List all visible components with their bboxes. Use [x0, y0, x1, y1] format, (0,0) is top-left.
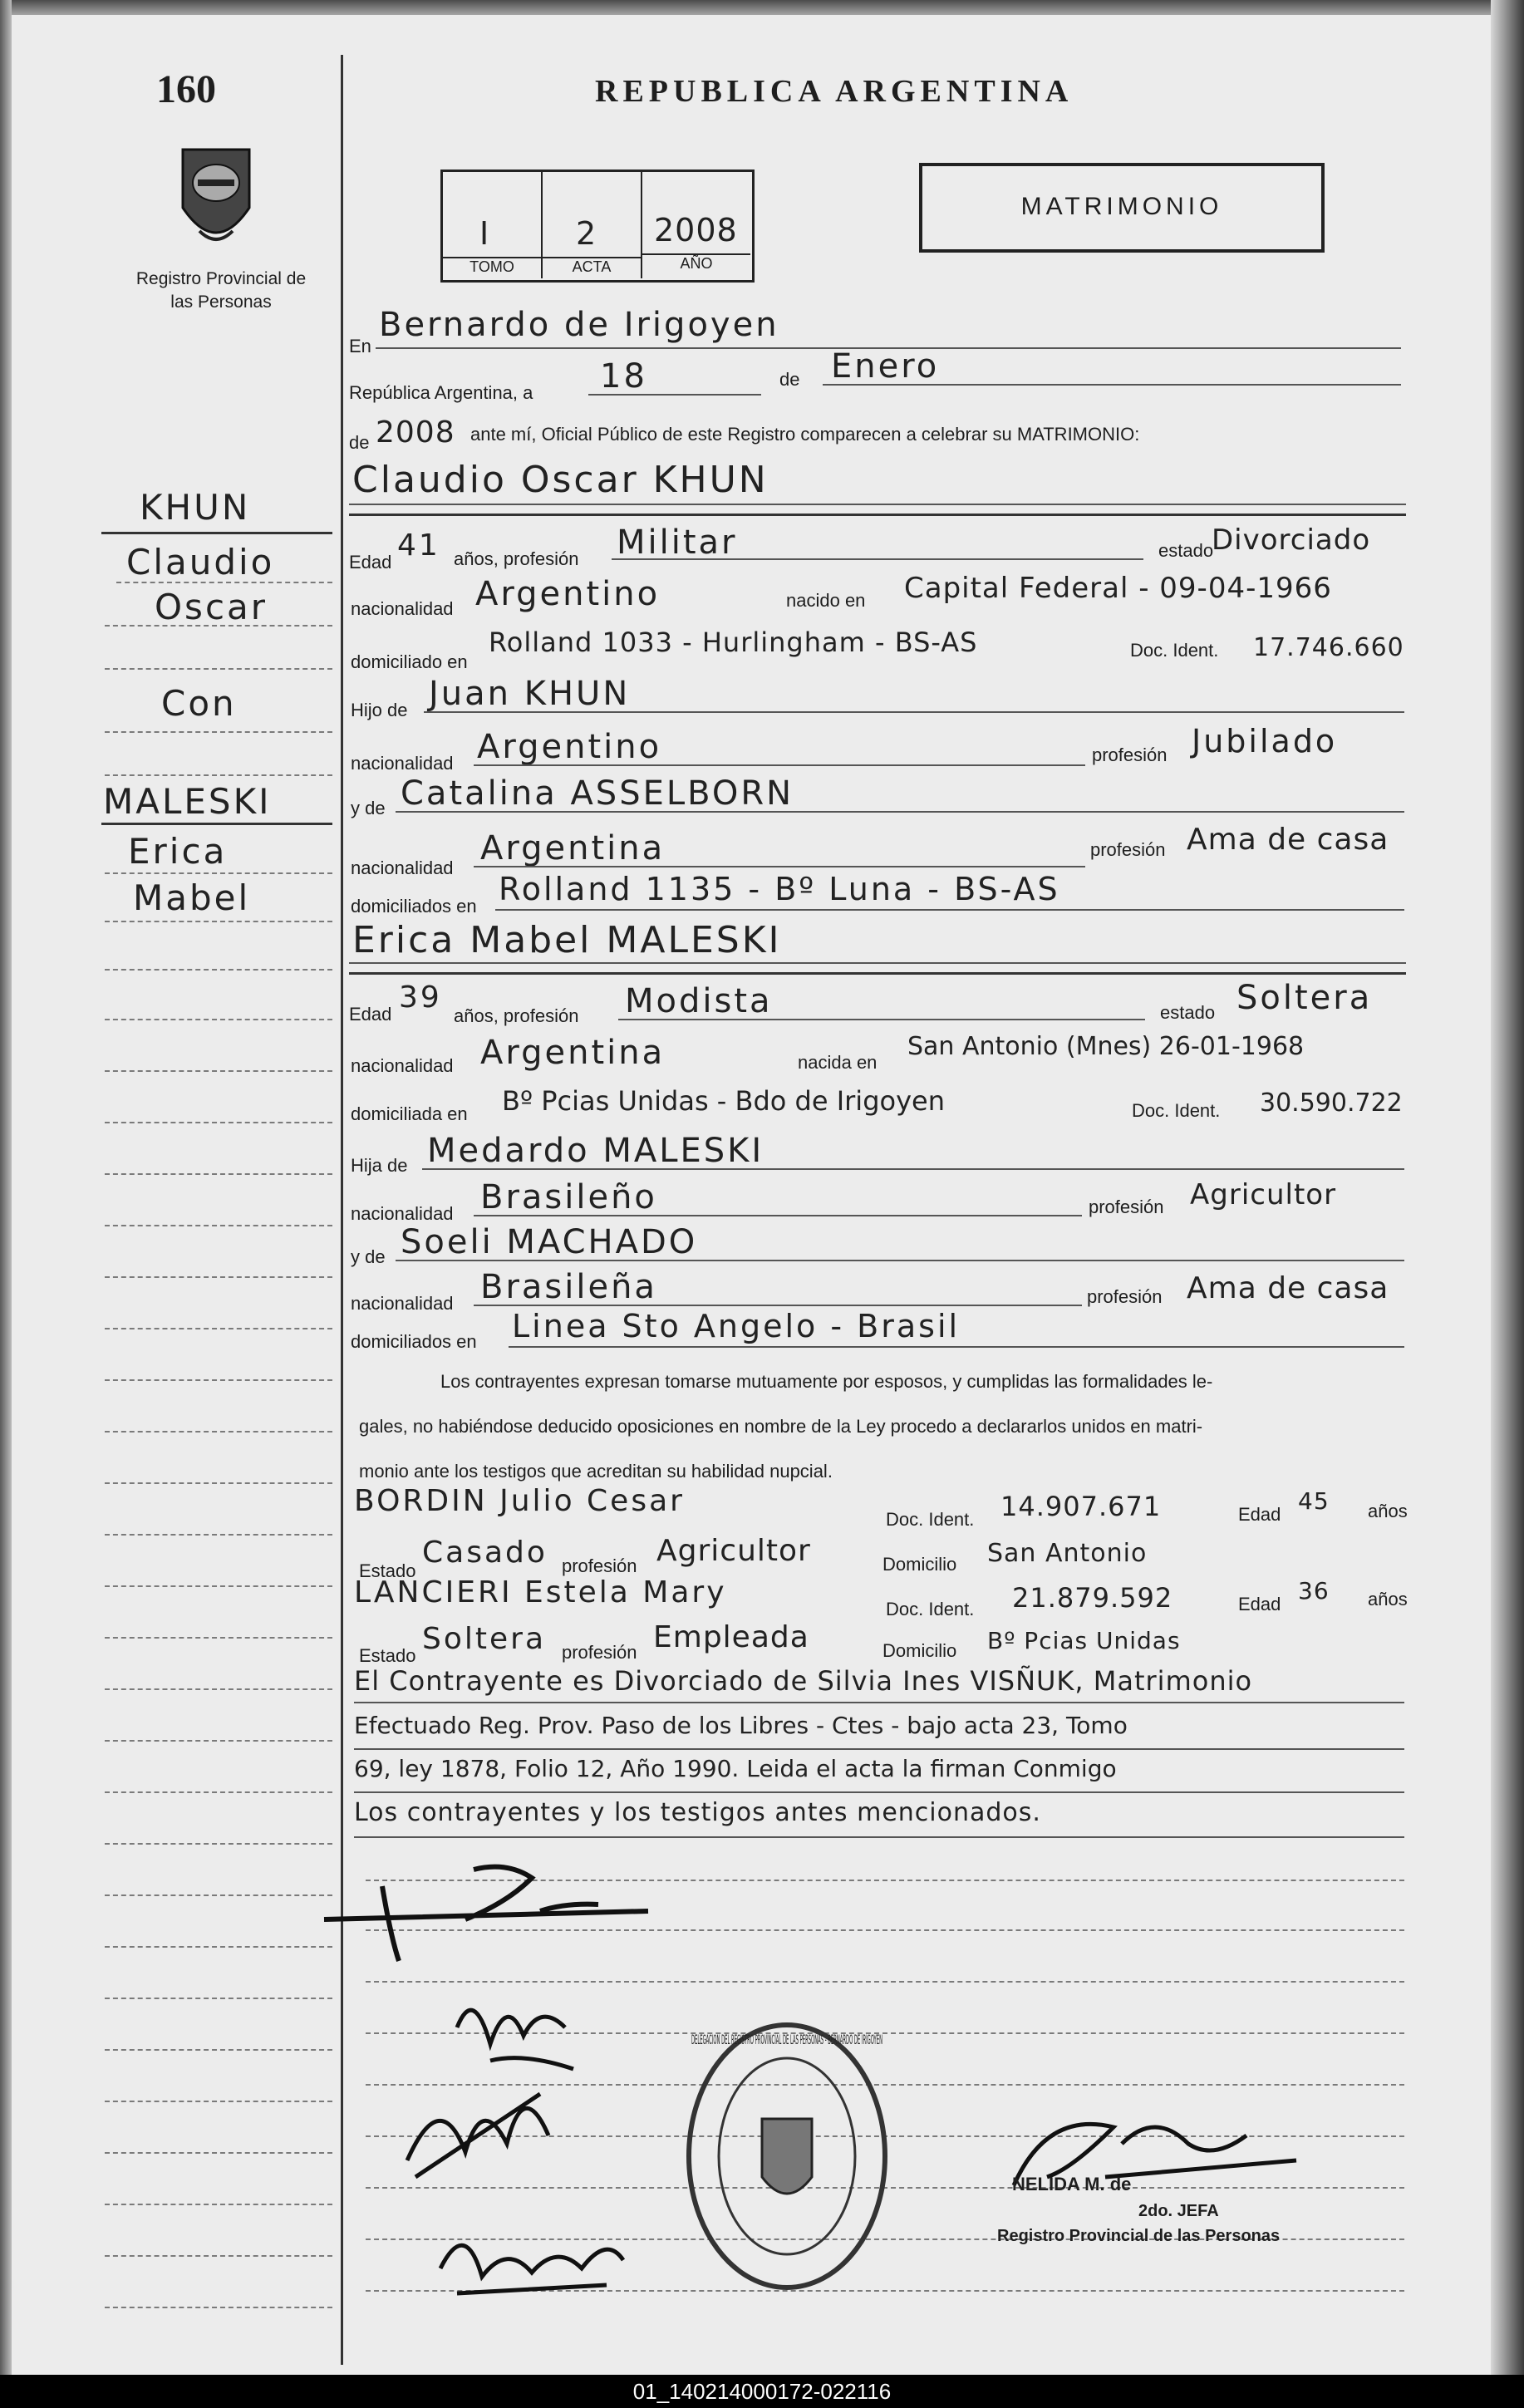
note-line2: Efectuado Reg. Prov. Paso de los Libres - Ctes - bajo acta 23, Tomo	[354, 1712, 1128, 1739]
groom-birth: Capital Federal - 09-04-1966	[904, 572, 1332, 605]
margin-dotted-line	[105, 2204, 332, 2205]
field-line	[422, 1168, 1404, 1170]
bride-yde-label: y de	[351, 1246, 386, 1267]
margin-dotted-line	[105, 1791, 332, 1793]
declaration-line3: monio ante los testigos que acreditan su habilidad nupcial.	[359, 1461, 833, 1482]
witness2-name: LANCIERI Estela Mary	[354, 1575, 727, 1609]
witness2-anos-label: años	[1368, 1589, 1408, 1609]
bride-father-nac-label: nacionalidad	[351, 1203, 454, 1224]
groom-address: Rolland 1033 - Hurlingham - BS-AS	[489, 627, 978, 658]
field-line	[474, 764, 1085, 766]
witness1-profession: Agricultor	[656, 1534, 811, 1568]
margin-dotted-line	[105, 731, 332, 733]
witness2-doc-label: Doc. Ident.	[886, 1599, 975, 1619]
record-number-box	[440, 170, 755, 283]
margin-dotted-line	[105, 1328, 332, 1329]
witness1-prof-label: profesión	[562, 1555, 637, 1576]
bride-doc: 30.590.722	[1260, 1089, 1403, 1118]
field-line	[354, 1702, 1404, 1703]
margin-dotted-line	[116, 582, 332, 583]
de-label: de	[779, 369, 800, 390]
field-line	[823, 384, 1401, 386]
year-prefix: de	[349, 432, 370, 453]
witness2-age: 36	[1298, 1577, 1330, 1605]
margin-dotted-line	[105, 1070, 332, 1072]
margin-dotted-line	[105, 625, 332, 627]
field-line	[618, 1019, 1145, 1020]
margin-underline	[101, 532, 332, 534]
witness1-anos-label: años	[1368, 1501, 1408, 1521]
groom-father-nac-label: nacionalidad	[351, 753, 454, 774]
bride-mother-profession: Ama de casa	[1187, 1271, 1389, 1305]
witness1-estado-label: Estado	[359, 1560, 416, 1581]
bride-estado-label: estado	[1160, 1002, 1216, 1023]
bride-mother-nationality: Brasileña	[480, 1268, 657, 1306]
coat-of-arms-icon	[166, 133, 266, 258]
field-line	[509, 1346, 1404, 1348]
margin-divider-line	[341, 55, 343, 2365]
month: Enero	[831, 347, 940, 386]
groom-edad-label: Edad	[349, 552, 392, 573]
margin-bride-name2: Mabel	[133, 877, 251, 918]
bride-nacionalidad-label: nacionalidad	[351, 1055, 454, 1076]
witness2-signature	[424, 2194, 640, 2310]
document-title: REPUBLICA ARGENTINA	[595, 74, 1074, 109]
field-line	[424, 711, 1404, 713]
margin-dotted-line	[105, 1122, 332, 1123]
margin-dotted-line	[105, 2152, 332, 2154]
groom-profesion-label: años, profesión	[454, 548, 579, 569]
bride-domicilio-label: domiciliada en	[351, 1103, 468, 1124]
groom-father-nationality: Argentino	[477, 728, 662, 766]
groom-estado: Divorciado	[1212, 523, 1371, 557]
groom-nacionalidad-label: nacionalidad	[351, 598, 454, 619]
bride-mother-prof-label: profesión	[1087, 1286, 1163, 1307]
margin-dotted-line	[105, 921, 332, 922]
tomo-label: TOMO	[443, 257, 541, 276]
margin-dotted-line	[105, 1843, 332, 1845]
field-line	[474, 866, 1085, 867]
tomo-value: I	[479, 215, 492, 252]
field-line	[588, 394, 761, 396]
groom-signature	[316, 1853, 665, 1969]
groom-parents-address: Rolland 1135 - Bº Luna - BS-AS	[499, 871, 1060, 907]
witness2-doc: 21.879.592	[1012, 1582, 1173, 1614]
margin-dotted-line	[105, 2255, 332, 2257]
officer-name: NELIDA M. de	[1012, 2174, 1132, 2194]
groom-nacido-label: nacido en	[786, 590, 866, 611]
bride-father-prof-label: profesión	[1089, 1197, 1164, 1217]
witness2-prof-label: profesión	[562, 1642, 637, 1663]
bride-father-nationality: Brasileño	[480, 1178, 657, 1216]
book-right-edge	[1491, 0, 1524, 2376]
bride-mother-nac-label: nacionalidad	[351, 1293, 454, 1314]
margin-underline	[101, 823, 332, 825]
bride-doc-label: Doc. Ident.	[1132, 1100, 1221, 1121]
groom-profession: Militar	[617, 523, 738, 562]
book-spine-shadow	[0, 0, 12, 2376]
margin-dotted-line	[105, 1276, 332, 1278]
groom-father: Juan KHUN	[429, 675, 631, 713]
ano-value: 2008	[654, 212, 738, 248]
witness1-domicilio-label: Domicilio	[882, 1554, 957, 1575]
margin-dotted-line	[105, 1019, 332, 1020]
margin-dotted-line	[105, 1740, 332, 1742]
groom-estado-label: estado	[1158, 540, 1214, 561]
margin-dotted-line	[105, 1998, 332, 1999]
record-type-box	[919, 163, 1325, 253]
witness1-edad-label: Edad	[1238, 1504, 1281, 1525]
place: Bernardo de Irigoyen	[379, 306, 779, 344]
acta-label: ACTA	[543, 257, 641, 276]
note-line3: 69, ley 1878, Folio 12, Año 1990. Leida el acta la firman Conmigo	[354, 1755, 1117, 1782]
bride-nationality: Argentina	[480, 1034, 666, 1072]
officer-title: 2do. JEFA	[1138, 2202, 1219, 2220]
margin-dotted-line	[105, 1379, 332, 1381]
acta-value: 2	[576, 215, 599, 252]
bride-nacida-label: nacida en	[798, 1052, 878, 1073]
margin-conjunction: Con	[161, 683, 237, 724]
republic-label: República Argentina, a	[349, 382, 533, 403]
groom-father-profession: Jubilado	[1192, 723, 1338, 759]
margin-dotted-line	[105, 1585, 332, 1587]
bride-parents-address: Linea Sto Angelo - Brasil	[512, 1308, 961, 1344]
witness2-profession: Empleada	[653, 1620, 809, 1654]
record-type: MATRIMONIO	[1020, 193, 1223, 220]
groom-mother-profession: Ama de casa	[1187, 823, 1389, 857]
bride-profesion-label: años, profesión	[454, 1005, 579, 1026]
groom-doc: 17.746.660	[1253, 633, 1404, 662]
groom-father-prof-label: profesión	[1092, 745, 1168, 765]
bride-birth: San Antonio (Mnes) 26-01-1968	[907, 1032, 1305, 1061]
field-line	[349, 962, 1406, 964]
officer-office: Registro Provincial de las Personas	[997, 2227, 1281, 2245]
seal-text: DELEGACION DEL REGISTRO PROVINCIAL DE LAS PERSONAS - BERNARDO DE IRIGOYEN	[691, 2032, 882, 2047]
groom-doc-label: Doc. Ident.	[1130, 640, 1219, 661]
margin-bride-surname: MALESKI	[103, 781, 272, 822]
groom-mother: Catalina ASSELBORN	[401, 774, 794, 813]
margin-groom-name2: Oscar	[155, 587, 268, 627]
witness1-signature	[391, 2061, 573, 2194]
margin-groom-surname: KHUN	[140, 487, 251, 528]
margin-dotted-line	[105, 1534, 332, 1536]
witness1-doc: 14.907.671	[1000, 1491, 1162, 1522]
margin-dotted-line	[105, 2049, 332, 2051]
field-line	[396, 811, 1404, 813]
field-line	[612, 558, 1143, 560]
witness2-edad-label: Edad	[1238, 1594, 1281, 1614]
declaration-line1: Los contrayentes expresan tomarse mutuamente por esposos, y cumplidas las formalidades le-	[440, 1371, 1213, 1392]
bride-domiciliados-label: domiciliados en	[351, 1331, 477, 1352]
witness1-domicilio: San Antonio	[987, 1539, 1148, 1568]
bride-profession: Modista	[625, 982, 773, 1020]
bride-mother: Soeli MACHADO	[401, 1223, 698, 1261]
groom-domiciliados-label: domiciliados en	[351, 896, 477, 917]
intro-statement: ante mí, Oficial Público de este Registro comparecen a celebrar su MATRIMONIO:	[470, 424, 1140, 445]
witness1-doc-label: Doc. Ident.	[886, 1509, 975, 1530]
witness1-estado: Casado	[422, 1536, 548, 1570]
bride-full-name: Erica Mabel MALESKI	[352, 919, 782, 961]
bride-hija-label: Hija de	[351, 1155, 408, 1176]
groom-mother-prof-label: profesión	[1090, 839, 1166, 860]
groom-mother-nationality: Argentina	[480, 829, 666, 867]
footer-image-id: 01_140214000172-022116	[0, 2375, 1524, 2408]
bride-address: Bº Pcias Unidas - Bdo de Irigoyen	[502, 1085, 945, 1117]
margin-dotted-line	[105, 2307, 332, 2308]
margin-dotted-line	[105, 2101, 332, 2102]
en-label: En	[349, 336, 371, 356]
groom-nationality: Argentino	[475, 575, 661, 613]
day: 18	[600, 357, 647, 396]
groom-hijo-label: Hijo de	[351, 700, 408, 720]
field-line	[354, 1791, 1404, 1793]
margin-dotted-line	[105, 1894, 332, 1896]
margin-dotted-line	[105, 1482, 332, 1484]
page-number: 160	[156, 67, 216, 111]
groom-mother-nac-label: nacionalidad	[351, 858, 454, 878]
margin-dotted-line	[105, 1225, 332, 1226]
margin-groom-name1: Claudio	[126, 542, 275, 582]
margin-dotted-line	[105, 774, 332, 776]
section-rule	[349, 514, 1406, 516]
witness2-estado-label: Estado	[359, 1645, 416, 1666]
registry-name: Registro Provincial de las Personas	[135, 269, 307, 312]
ano-label: AÑO	[642, 253, 750, 273]
field-line	[474, 1215, 1082, 1216]
witness2-domicilio: Bº Pcias Unidas	[987, 1627, 1181, 1654]
witness2-estado: Soltera	[422, 1622, 547, 1656]
margin-dotted-line	[105, 1431, 332, 1433]
declaration-line2: gales, no habiéndose deducido oposiciones en nombre de la Ley procedo a declararlos unidos en matri-	[359, 1416, 1203, 1437]
section-rule	[349, 972, 1406, 975]
margin-dotted-line	[105, 1637, 332, 1639]
field-line	[495, 909, 1404, 911]
field-line	[354, 1836, 1404, 1838]
official-seal	[683, 2019, 891, 2293]
groom-age: 41	[397, 528, 440, 563]
bride-father-profession: Agricultor	[1190, 1178, 1337, 1211]
groom-domicilio-label: domiciliado en	[351, 651, 468, 672]
witness2-domicilio-label: Domicilio	[882, 1640, 957, 1661]
note-line4: Los contrayentes y los testigos antes mencionados.	[354, 1798, 1041, 1827]
margin-bride-name1: Erica	[128, 831, 228, 872]
groom-full-name: Claudio Oscar KHUN	[352, 459, 769, 501]
field-line	[349, 504, 1406, 505]
margin-dotted-line	[105, 969, 332, 971]
groom-yde-label: y de	[351, 798, 386, 818]
field-line	[396, 1260, 1404, 1261]
margin-dotted-line	[105, 872, 332, 874]
margin-dotted-line	[105, 668, 332, 670]
margin-dotted-line	[105, 1688, 332, 1690]
witness1-name: BORDIN Julio Cesar	[354, 1484, 685, 1518]
field-line	[354, 1748, 1404, 1750]
margin-dotted-line	[105, 1173, 332, 1175]
bride-father: Medardo MALESKI	[427, 1132, 764, 1170]
field-line	[474, 1305, 1082, 1306]
margin-dotted-line	[105, 1946, 332, 1948]
bride-estado: Soltera	[1236, 979, 1373, 1017]
bride-age: 39	[399, 980, 442, 1015]
witness1-age: 45	[1298, 1487, 1330, 1515]
bride-edad-label: Edad	[349, 1004, 392, 1025]
note-line1: El Contrayente es Divorciado de Silvia Ines VISÑUK, Matrimonio	[354, 1665, 1253, 1697]
year: 2008	[376, 415, 455, 450]
